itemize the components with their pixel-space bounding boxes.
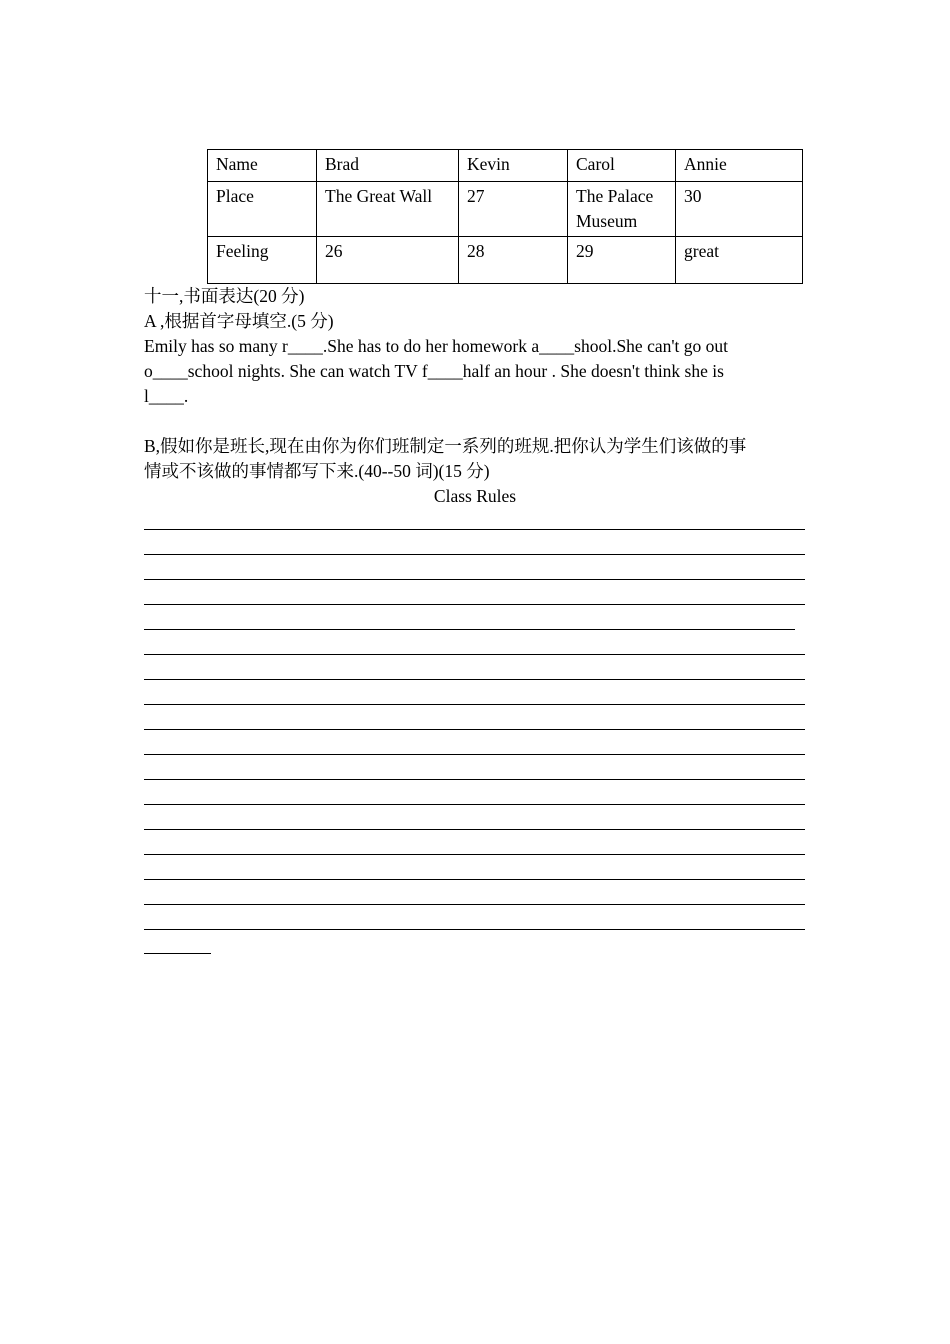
table-row xyxy=(208,150,803,182)
table-cell: Place xyxy=(208,182,317,237)
table-cell: Annie xyxy=(676,150,803,182)
part-a-instruction: A ,根据首字母填空.(5 分) xyxy=(144,311,334,331)
writing-line xyxy=(144,879,805,880)
table-cell: 30 xyxy=(676,182,803,237)
table-cell: Carol xyxy=(568,150,676,182)
writing-line xyxy=(144,904,805,905)
writing-line xyxy=(144,704,805,705)
table-cell: 27 xyxy=(459,182,568,237)
writing-line xyxy=(144,854,805,855)
part-a-text-line: l____. xyxy=(144,386,189,406)
table-cell: The Palace Museum xyxy=(568,182,676,237)
table-cell: Kevin xyxy=(459,150,568,182)
writing-line xyxy=(144,804,805,805)
table-cell: Brad xyxy=(317,150,459,182)
table-cell: 26 xyxy=(317,237,459,284)
table-cell: Name xyxy=(208,150,317,182)
writing-line xyxy=(144,729,805,730)
writing-line xyxy=(144,679,805,680)
info-table xyxy=(207,149,803,284)
writing-line xyxy=(144,779,805,780)
writing-line xyxy=(144,654,805,655)
table-cell: 29 xyxy=(568,237,676,284)
writing-line xyxy=(144,529,805,530)
writing-line xyxy=(144,604,805,605)
table-cell: great xyxy=(676,237,803,284)
essay-title: Class Rules xyxy=(433,486,517,506)
table-row xyxy=(208,237,803,284)
part-b-instruction-line: B,假如你是班长,现在由你为你们班制定一系列的班规.把你认为学生们该做的事 xyxy=(144,436,747,456)
table-cell: 28 xyxy=(459,237,568,284)
table-cell: The Great Wall xyxy=(317,182,459,237)
writing-line xyxy=(144,629,795,630)
table-row xyxy=(208,182,803,237)
table-cell: Feeling xyxy=(208,237,317,284)
writing-line xyxy=(144,829,805,830)
writing-line xyxy=(144,953,211,954)
part-a-text-line: Emily has so many r____.She has to do her homework a____shool.She can't go out xyxy=(144,336,728,356)
part-a-text-line: o____school nights. She can watch TV f____half an hour . She doesn't think she is xyxy=(144,361,724,381)
section-heading: 十一,书面表达(20 分) xyxy=(144,286,305,306)
writing-line xyxy=(144,929,805,930)
writing-line xyxy=(144,579,805,580)
part-b-instruction-line: 情或不该做的事情都写下来.(40--50 词)(15 分) xyxy=(144,461,490,481)
writing-line xyxy=(144,554,805,555)
writing-line xyxy=(144,754,805,755)
